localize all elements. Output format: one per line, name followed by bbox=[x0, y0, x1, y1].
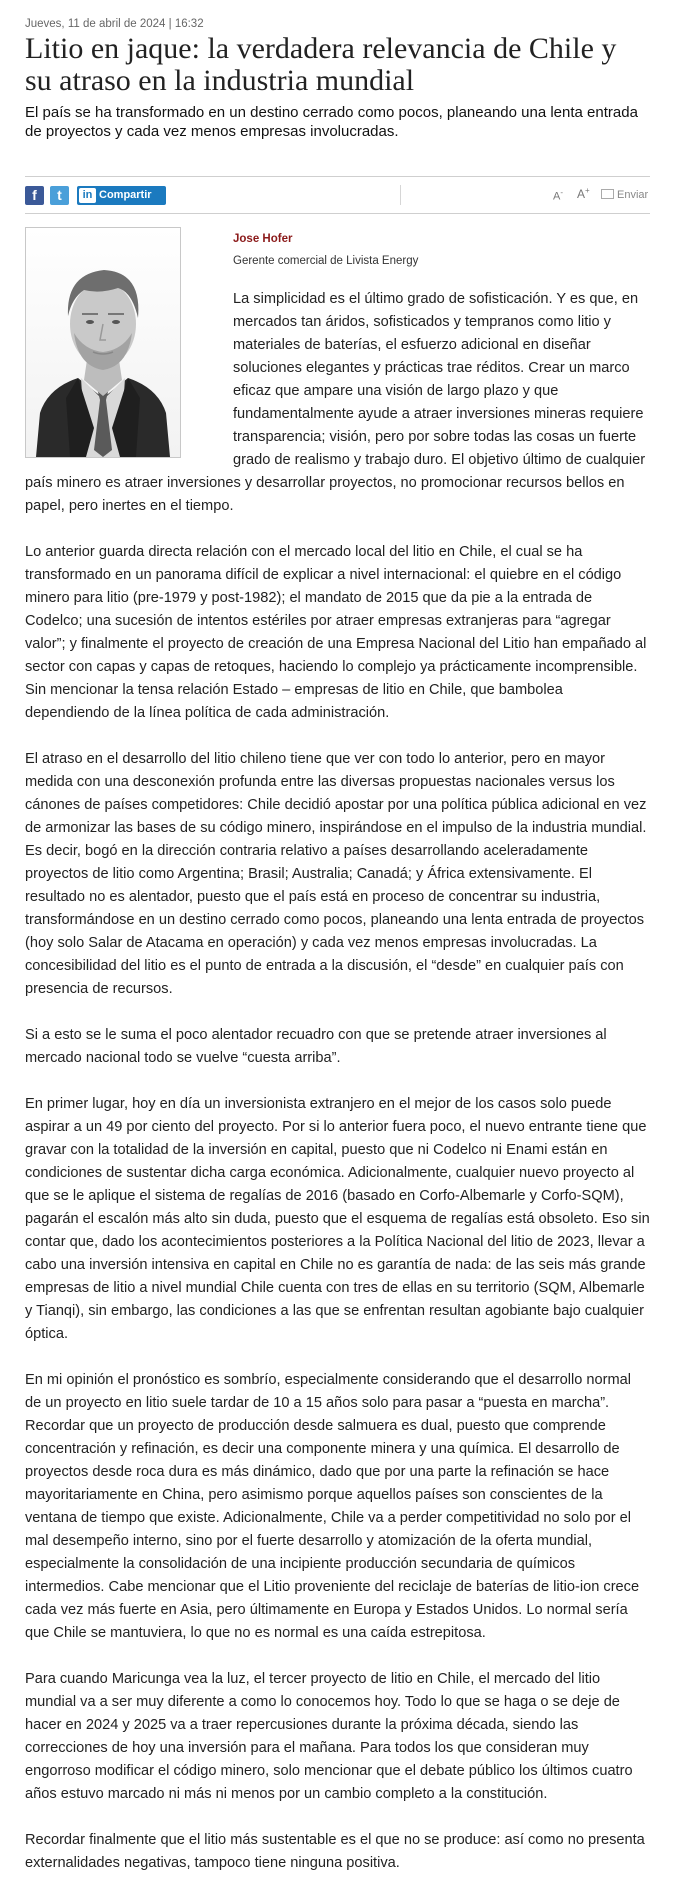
body-paragraph: Recordar finalmente que el litio más sustentable es el que no se produce: así como no presenta externalidades negativas, tampoco tiene ninguna positiva. bbox=[25, 1832, 645, 1871]
photo-wrap-spacer bbox=[25, 288, 233, 459]
body-paragraph: En primer lugar, hoy en día un inversionista extranjero en el mejor de los casos solo puede aspirar a un 49 por ciento del proyecto. Por si lo anterior fuera poco, el nuevo entrante tiene que gravar con la totalidad de la inversión en capital, puesto que ni Codelco ni Enami están en condiciones de sustentar dicha carga económica. Adicionalmente, cualquier nuevo proyecto al que se le aplique el sistema de regalías de 2016 (basado en Corfo-Albemarle y Corfo-SQM), pagarán el escalón más alto sin duda, puesto que el esquema de regalías está obsoleto. Eso sin contar que, dado los acontecimientos posteriores a la Política Nacional del litio de 2023, llevar a cabo una inversión intensiva en capital en Chile no es garantía de nada: de las seis más grande empresas de litio a nivel mundial Chile cuenta con tres de ellas en su territorio (SQM, Albemarle y Tianqi), sin embargo, las condiciones a las que se enfrentan resultan agobiante bajo cualquier óptica. bbox=[25, 1096, 650, 1342]
body-paragraph: La simplicidad es el último grado de sofisticación. Y es que, en mercados tan áridos, sofisticados y tempranos como litio y materiales de baterías, el esfuerzo adicional en diseñar soluciones elegantes y prácticas trae réditos. Crear un marco eficaz que ampare una visión de largo plazo y que fundamentalmente ayude a atraer inversiones mineras requiere transparencia; visión, pero por sobre todas las cosas un fuerte grado de realismo y trabajo duro. El objetivo último de cualquier país minero es atraer inversiones y desarrollar proyectos, no promocionar recursos bellos en papel, pero inertes en el tiempo. bbox=[25, 291, 646, 514]
decrease-font-sup: - bbox=[560, 188, 564, 197]
article-dek: El país se ha transformado en un destino cerrado como pocos, planeando una lenta entrada de proyectos y cada vez menos empresas involucradas. bbox=[25, 104, 638, 140]
body-paragraph: En mi opinión el pronóstico es sombrío, especialmente considerando que el desarrollo normal de un proyecto en litio suele tardar de 10 a 15 años solo para pasar a “puesta en marcha”. Recordar que un proyecto de producción desde salmuera es dual, puesto que comprende concentración y refinación, es decir una componente minera y una química. El desarrollo de proyectos desde roca dura es más dinámico, dado que por una parte la refinación se hace mayoritariamente en China, pero asimismo porque aquellos países son conscientes de la ventana de tiempo que existe. Adicionalmente, Chile va a perder competitividad no solo por el mal desempeño interno, sino por el fuerte desarrollo y atomización de la oferta mundial, especialmente la consolidación de una incipiente producción secundaria de químicos intermedios. Cabe mencionar que el Litio proveniente del reciclaje de baterías de litio-ion crece cada vez más fuerte en Asia, pero últimamente en Europa y Estados Unidos. Lo normal sería que Chile se mantuviera, lo que no es normal es una caída estrepitosa. bbox=[25, 1372, 640, 1641]
linkedin-share-label: Compartir bbox=[99, 189, 152, 201]
send-label: Enviar bbox=[617, 189, 649, 201]
article-headline: Litio en jaque: la verdadera relevancia de Chile y su atraso en la industria mundial bbox=[25, 32, 617, 97]
article-dateline: Jueves, 11 de abril de 2024 | 16:32 bbox=[25, 18, 204, 30]
article-body bbox=[25, 288, 650, 1898]
share-toolbar bbox=[25, 176, 650, 214]
decrease-font-label: A bbox=[553, 190, 561, 203]
body-paragraph: El atraso en el desarrollo del litio chileno tiene que ver con todo lo anterior, pero en mayor medida con una desconexión profunda entre las diversas propuestas nacionales versus los cánones de países competidores: Chile decidió apostar por una política pública adicional en vez de armonizar las bases de su código minero, inspirándose en el impulso de la industria mundial. Es decir, bogó en la dirección contraria relativo a países desarrollando aceleradamente proyectos de litio como Argentina; Brasil; Australia; Canadá; y África extensivamente. El resultado no es alentador, puesto que el país está en proceso de concentrar su industria, transformándose en un destino cerrado como pocos, planeando una lenta entrada de proyectos (hoy solo Salar de Atacama en operación) y cada vez menos empresas involucradas. La concesibilidad del litio es el punto de entrada a la discusión, el “desde” en cualquier país con presencia de recursos. bbox=[25, 751, 647, 997]
linkedin-icon: in bbox=[79, 188, 96, 203]
increase-font-button[interactable] bbox=[577, 186, 590, 201]
body-paragraph: Lo anterior guarda directa relación con el mercado local del litio en Chile, el cual se ha transformado en un panorama difícil de explicar a nivel internacional: el quiebre en el código minero para litio (pre-1979 y post-1982); el mandato de 2015 que da pie a la entrada de Codelco; una sucesión de intentos estériles por atraer empresas extranjeras para “agregar valor”; y finalmente el proyecto de creación de una Empresa Nacional del Litio han empañado al sector con capas y capas de retoques, haciendo lo complejo ya prácticamente incomprensible. Sin mencionar la tensa relación Estado – empresas de litio en Chile, que bambolea dependiendo de la línea política de cada administración. bbox=[25, 544, 647, 721]
envelope-icon bbox=[601, 189, 614, 199]
twitter-icon[interactable]: t bbox=[50, 186, 69, 205]
facebook-icon[interactable]: f bbox=[25, 186, 44, 205]
linkedin-share-button[interactable] bbox=[77, 186, 166, 205]
body-paragraph: Si a esto se le suma el poco alentador recuadro con que se pretende atraer inversiones al mercado nacional todo se vuelve “cuesta arriba”. bbox=[25, 1027, 607, 1066]
toolbar-divider bbox=[400, 185, 401, 205]
author-role: Gerente comercial de Livista Energy bbox=[233, 255, 419, 267]
body-paragraph: Para cuando Maricunga vea la luz, el tercer proyecto de litio en Chile, el mercado del litio mundial va a ser muy diferente a como lo conocemos hoy. Todo lo que se haga o se deje de hacer en 2024 y 2025 va a traer repercusiones durante la próxima década, siendo las correcciones de hoy una inversión para el mañana. Para todos los que consideran muy engorroso modificar el código minero, solo mencionar que el debate público los últimos cuatro años estuvo marcado ni más ni menos por un cambio completo a la constitución. bbox=[25, 1671, 633, 1802]
author-name: Jose Hofer bbox=[233, 233, 293, 245]
send-email-button[interactable] bbox=[601, 189, 648, 201]
increase-font-sup: + bbox=[585, 186, 590, 195]
increase-font-label: A bbox=[577, 187, 586, 201]
decrease-font-button[interactable] bbox=[553, 188, 563, 203]
